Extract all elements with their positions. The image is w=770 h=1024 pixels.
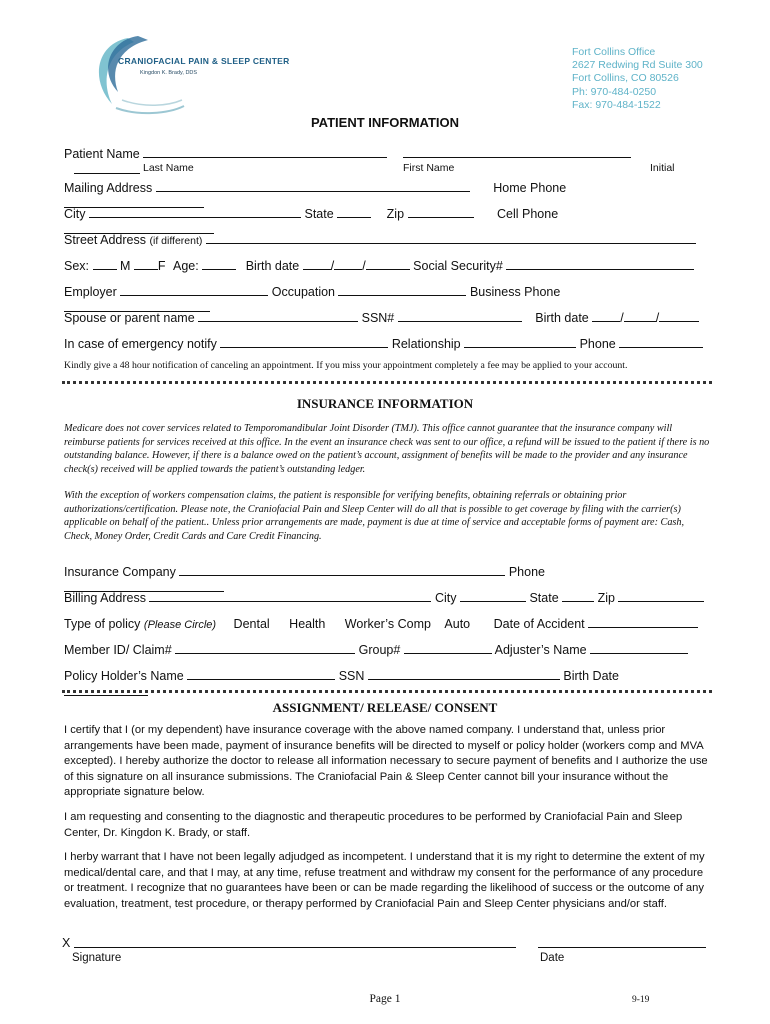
holder-row <box>64 667 706 699</box>
emergency-phone-label: Phone <box>579 337 616 351</box>
please-circle-label: (Please Circle) <box>143 619 217 631</box>
cancel-notice: Kindly give a 48 hour notification of canceling an appointment. If you miss your appointment completely a fee may be applied to your account. <box>64 360 628 371</box>
sex-label: Sex: <box>64 259 90 273</box>
holder-ssn-field[interactable] <box>368 667 560 680</box>
spouse-birth-day-field[interactable] <box>624 309 656 322</box>
zip-field[interactable] <box>408 205 474 218</box>
accident-date-field[interactable] <box>588 615 698 628</box>
sex-m-label: M <box>119 259 131 273</box>
divider <box>62 381 712 384</box>
revision-code: 9-19 <box>632 995 650 1005</box>
billing-zip-field[interactable] <box>618 589 704 602</box>
sex-f-field[interactable] <box>134 257 158 270</box>
holder-field[interactable] <box>187 667 335 680</box>
birth-month-field[interactable] <box>303 257 331 270</box>
date-field[interactable] <box>538 947 706 948</box>
office-fax: Fax: 970-484-1522 <box>572 98 661 111</box>
cell-phone-label: Cell Phone <box>497 207 559 221</box>
state-field[interactable] <box>337 205 371 218</box>
office-street: 2627 Redwing Rd Suite 300 <box>572 59 703 72</box>
street-field[interactable] <box>206 231 696 244</box>
consent-paragraph-2: I am requesting and consenting to the diagnostic and therapeutic procedures to be performed by Craniofacial Pain and Sleep Center, Dr. Kingdon K. Brady, or staff. <box>64 811 683 839</box>
zip-label: Zip <box>386 207 405 221</box>
office-phone: Ph: 970-484-0250 <box>572 85 657 98</box>
policy-dental-option[interactable]: Dental <box>233 617 270 631</box>
group-label: Group# <box>358 643 401 657</box>
policy-auto-option[interactable]: Auto <box>444 617 471 631</box>
state-label: State <box>304 207 334 221</box>
page-number: Page 1 <box>369 993 401 1005</box>
spouse-field[interactable] <box>198 309 358 322</box>
policy-type-row <box>64 615 706 631</box>
social-security-label: Social Security# <box>413 259 503 273</box>
sex-m-field[interactable] <box>93 257 117 270</box>
insurance-phone-label: Phone <box>508 565 545 579</box>
city-label: City <box>64 207 86 221</box>
billing-state-field[interactable] <box>562 589 594 602</box>
relationship-field[interactable] <box>464 335 576 348</box>
date-label: Date <box>540 952 565 964</box>
emergency-field[interactable] <box>220 335 388 348</box>
billing-field[interactable] <box>149 589 431 602</box>
business-phone-label: Business Phone <box>469 285 561 299</box>
divider <box>62 690 712 693</box>
adjuster-label: Adjuster’s Name <box>494 643 587 657</box>
spouse-ssn-field[interactable] <box>398 309 522 322</box>
emergency-row <box>64 335 706 351</box>
billing-label: Billing Address <box>64 591 146 605</box>
birth-day-field[interactable] <box>334 257 362 270</box>
insurance-paragraph-1: Medicare does not cover services related to Temporomandibular Joint Disorder (TMJ). This office cannot guarantee that the insurance company will reimburse patients for services received at this office. In the event an insurance check was sent to our office, a refund will be issued to the patient if there is no outstanding balance. However, if there is a balance owed on the patient’s account, assignment of benefits will be made to the provider and any insurance check(s) received will be applied towards the patient’s outstanding ledger. <box>64 423 710 475</box>
policy-health-option[interactable]: Health <box>289 617 326 631</box>
last-name-caption: Last Name <box>143 162 194 174</box>
billing-city-label: City <box>434 591 457 605</box>
spouse-birth-month-field[interactable] <box>592 309 620 322</box>
relationship-label: Relationship <box>391 337 461 351</box>
consent-paragraph-3: I herby warrant that I have not been legally adjudged as incompetent. I understand that it is my right to determine the extent of my medical/dental care, and that I may, at any time, refuse treatment and withdraw my consent for the performance of any procedure or treatment. I recognize that no guarantees have been or can be made regarding the likelihood of success or the outcome of any evaluation, treatment, test procedure, or therapy performed by Craniofacial Pain and Sleep Center physicians and/or staff. <box>64 851 705 910</box>
spouse-ssn-label: SSN# <box>361 311 395 325</box>
holder-birth-label: Birth Date <box>563 669 619 683</box>
mailing-field[interactable] <box>156 179 470 192</box>
holder-ssn-label: SSN <box>338 669 365 683</box>
signature-field[interactable] <box>74 947 516 948</box>
adjuster-field[interactable] <box>590 641 688 654</box>
home-phone-label: Home Phone <box>493 181 567 195</box>
birth-date-label: Birth date <box>245 259 300 273</box>
social-security-field[interactable] <box>506 257 694 270</box>
patient-name-label: Patient Name <box>64 147 140 161</box>
emergency-label: In case of emergency notify <box>64 337 217 351</box>
logo-doctor: Kingdon K. Brady, DDS <box>140 70 198 76</box>
billing-row <box>64 589 706 605</box>
spouse-birth-year-field[interactable] <box>659 309 699 322</box>
signature-label: Signature <box>72 952 122 964</box>
occupation-label: Occupation <box>271 285 335 299</box>
office-address <box>572 46 703 112</box>
signature-x: X <box>62 936 71 950</box>
holder-label: Policy Holder’s Name <box>64 669 184 683</box>
insurance-paragraph-2: With the exception of workers compensation claims, the patient is responsible for verifying benefits, obtaining referrals or obtaining prior authorizations/certification. Please note, the Craniofacial Pain and Sleep Center will do all that is possible to get coverage by filing with the carrier(s) applicable on behalf of the patient.. Unless prior arrangements are made, payment is due at time of service and acceptable forms of payment are: Cash, Check, Money Order, Credit Cards and Care Credit Financing. <box>64 490 685 542</box>
consent-paragraph-1: I certify that I (or my dependent) have insurance coverage with the above named company. I understand that, unless prior arrangements have been made, payment of insurance benefits will be directed to myself or policy holder (workers comp and MVA excepted). I hereby authorize the doctor to release all information necessary to secure payment of benefits and I authorize the use of this signature on all insurance submissions. The Craniofacial Pain & Sleep Center cannot bill your insurance without the appropriate signature below. <box>64 724 708 798</box>
city-field[interactable] <box>89 205 301 218</box>
street-label: Street Address <box>64 233 146 247</box>
if-different-label: (if different) <box>149 235 203 247</box>
logo <box>88 30 288 116</box>
occupation-field[interactable] <box>338 283 466 296</box>
emergency-phone-field[interactable] <box>619 335 703 348</box>
member-field[interactable] <box>175 641 355 654</box>
member-label: Member ID/ Claim# <box>64 643 172 657</box>
accident-date-label: Date of Accident <box>493 617 585 631</box>
age-field[interactable] <box>202 257 236 270</box>
street-row <box>64 231 706 247</box>
last-name-field[interactable] <box>143 145 387 158</box>
insurance-title: INSURANCE INFORMATION <box>296 396 474 411</box>
patient-title: PATIENT INFORMATION <box>310 115 460 130</box>
office-city: Fort Collins, CO 80526 <box>572 72 679 85</box>
insurance-company-field[interactable] <box>179 563 505 576</box>
employer-field[interactable] <box>120 283 268 296</box>
initial-caption: Initial <box>650 162 675 174</box>
billing-zip-label: Zip <box>597 591 615 605</box>
billing-state-label: State <box>529 591 559 605</box>
first-name-field[interactable] <box>403 145 631 158</box>
policy-type-label: Type of policy <box>64 617 141 631</box>
consent-title: ASSIGNMENT/ RELEASE/ CONSENT <box>272 700 498 715</box>
billing-city-field[interactable] <box>460 589 526 602</box>
spouse-row: Spouse or parent name SSN# Birth date / / <box>64 309 706 325</box>
spouse-birth-label: Birth date <box>535 311 589 325</box>
age-label: Age: <box>173 259 199 273</box>
mailing-label: Mailing Address <box>64 181 153 195</box>
employer-label: Employer <box>64 285 117 299</box>
member-row <box>64 641 706 657</box>
policy-workers-option[interactable]: Worker’s Comp <box>344 617 431 631</box>
logo-name: CRANIOFACIAL PAIN & SLEEP CENTER <box>118 56 290 66</box>
initial-field[interactable] <box>74 161 140 174</box>
group-field[interactable] <box>404 641 492 654</box>
office-name: Fort Collins Office <box>572 46 656 58</box>
insurance-company-label: Insurance Company <box>64 565 176 579</box>
sex-f-label: F <box>157 259 166 273</box>
spouse-label: Spouse or parent name <box>64 311 195 325</box>
birth-year-field[interactable] <box>366 257 410 270</box>
sex-row: Sex: M F Age: Birth date / / Social Security# <box>64 257 706 273</box>
first-name-caption: First Name <box>403 162 455 174</box>
